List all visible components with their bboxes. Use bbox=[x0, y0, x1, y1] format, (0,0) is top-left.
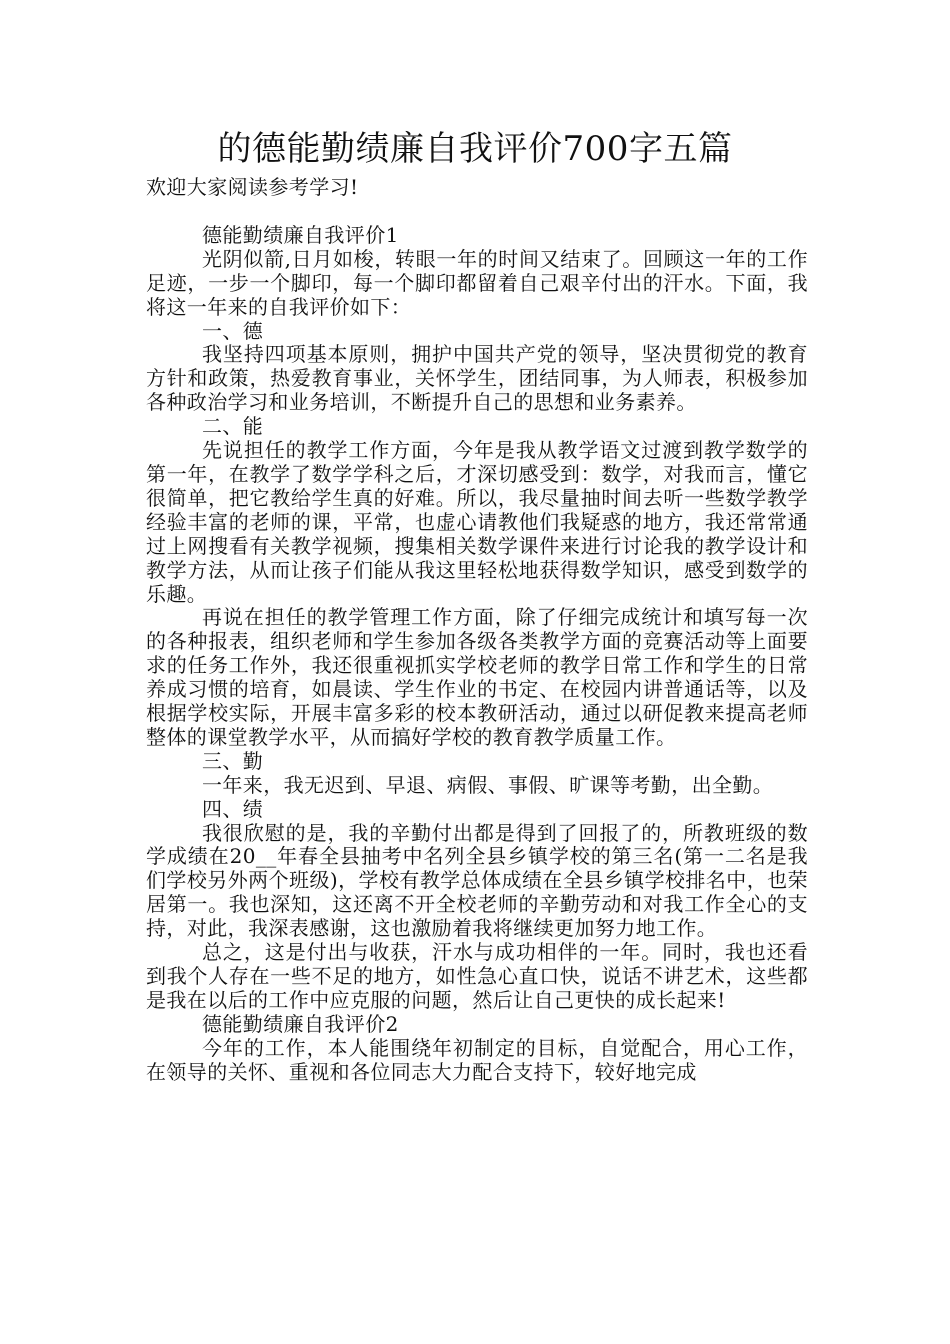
paragraph-ji: 我很欣慰的是，我的辛勤付出都是得到了回报了的，所教班级的数学成绩在20__年春全县抽考中名列全县乡镇学校的第三名(第一二名是我们学校另外两个班级)，学校有教学总体成绩在全县乡镇学校排名中，也荣居第一。我也深知，这还离不开全校老师的辛勤劳动和对我工作全心的支持，对此，我深表感谢，这也激励着我将继续更加努力地工作。 bbox=[146, 820, 808, 941]
paragraph-qin: 一年来，我无迟到、早退、病假、事假、旷课等考勤，出全勤。 bbox=[202, 772, 774, 797]
paragraph-neng-teaching: 先说担任的教学工作方面，今年是我从教学语文过渡到教学数学的第一年，在教学了数学学科之后，才深切感受到：数学，对我而言，懂它很简单，把它教给学生真的好难。所以，我尽量抽时间去听一些数学教学经验丰富的老师的课，平常，也虚心请教他们我疑惑的地方，我还常常通过上网搜看有关教学视频，搜集相关数学课件来进行讨论我的教学设计和教学方法，从而让孩子们能从我这里轻松地获得数学知识，感受到数学的乐趣。 bbox=[146, 438, 808, 606]
paragraph-de: 我坚持四项基本原则，拥护中国共产党的领导，坚决贯彻党的教育方针和政策，热爱教育事业，关怀学生，团结同事，为人师表，积极参加各种政治学习和业务培训，不断提升自己的思想和业务素养。 bbox=[146, 342, 808, 415]
subheading-neng: 二、能 bbox=[202, 414, 264, 439]
subheading-de: 一、德 bbox=[202, 318, 264, 343]
section-heading-2: 德能勤绩廉自我评价2 bbox=[202, 1011, 399, 1036]
paragraph-neng-management: 再说在担任的教学管理工作方面，除了仔细完成统计和填写每一次的各种报表，组织老师和学生参加各级各类教学方面的竞赛活动等上面要求的任务工作外，我还很重视抓实学校老师的教学日常工作和学生的日常养成习惯的培育，如晨读、学生作业的书定、在校园内讲普通话等，以及根据学校实际，开展丰富多彩的校本教研活动，通过以研促教来提高老师整体的课堂教学水平，从而搞好学校的教育教学质量工作。 bbox=[146, 605, 808, 749]
intro-line: 欢迎大家阅读参考学习! bbox=[146, 175, 359, 199]
paragraph-opening: 光阴似箭,日月如梭，转眼一年的时间又结束了。回顾这一年的工作足迹，一步一个脚印，每一个脚印都留着自己艰辛付出的汗水。下面，我将这一年来的自我评价如下： bbox=[146, 246, 808, 319]
section-heading-1: 德能勤绩廉自我评价1 bbox=[202, 222, 399, 247]
document-body bbox=[146, 176, 808, 1085]
paragraph-section-2-opening: 今年的工作，本人能围绕年初制定的目标，自觉配合，用心工作，在领导的关怀、重视和各位同志大力配合支持下，较好地完成 bbox=[146, 1035, 808, 1084]
subheading-qin: 三、勤 bbox=[202, 748, 264, 773]
paragraph-summary: 总之，这是付出与收获，汗水与成功相伴的一年。同时，我也还看到我个人存在一些不足的地方，如性急心直口快，说话不讲艺术，这些都是我在以后的工作中应克服的问题，然后让自己更快的成长起来! bbox=[146, 940, 808, 1012]
document-title: 的德能勤绩廉自我评价700字五篇 bbox=[217, 129, 733, 169]
subheading-ji: 四、绩 bbox=[202, 796, 264, 821]
